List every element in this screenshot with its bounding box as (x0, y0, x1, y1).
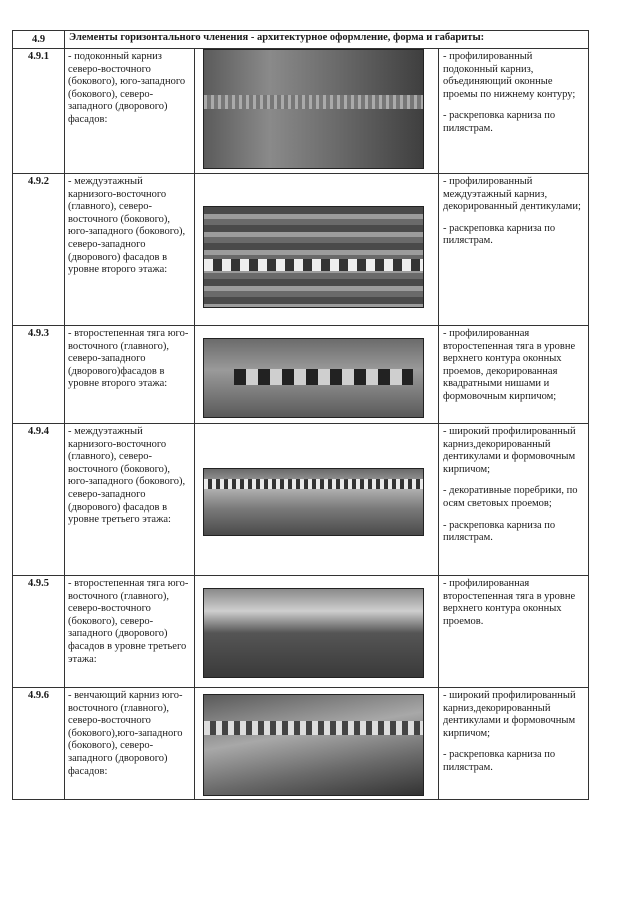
row-number: 4.9.5 (13, 576, 65, 688)
table-row (13, 424, 589, 576)
note: - профилированная второстепенная тяга в уровне верхнего контура оконных проемов, декорированная квадратными нишами и формовочным кирпичом; (443, 328, 576, 402)
facade-photo (203, 694, 424, 796)
row-notes (439, 576, 589, 688)
document-sheet (12, 30, 588, 800)
row-notes (439, 424, 589, 576)
row-description: - второстепенная тяга юго-восточного (главного), северо-восточного (бокового), северо-западного (дворового) фасадов в уровне третьего этажа: (65, 576, 195, 688)
note: - широкий профилированный карниз,декорированный дентикулами и формовочным кирпичом; (443, 426, 576, 475)
row-photo (195, 688, 439, 800)
section-number: 4.9 (13, 31, 65, 49)
note: - декоративные поребрики, по осям световых проемов; (443, 485, 578, 509)
row-photo (195, 576, 439, 688)
note: - широкий профилированный карниз,декорированный дентикулами и формовочным кирпичом; (443, 690, 576, 739)
note: - раскреповка карниза по пилястрам. (443, 110, 556, 134)
facade-photo (203, 49, 424, 169)
facade-photo (203, 206, 424, 308)
row-photo (195, 424, 439, 576)
table-row (13, 174, 589, 326)
note: - раскреповка карниза по пилястрам. (443, 749, 556, 773)
row-notes (439, 688, 589, 800)
facade-photo (203, 588, 424, 678)
row-description: - венчающий карниз юго-восточного (главного), северо-восточного (бокового),юго-западного (бокового), северо- западного (дворового) фасадов: (65, 688, 195, 800)
facade-photo (203, 468, 424, 536)
section-title: Элементы горизонтального членения - архитектурное оформление, форма и габариты: (65, 31, 589, 49)
row-number: 4.9.1 (13, 49, 65, 174)
note: - профилированная второстепенная тяга в уровне верхнего контура оконных проемов. (443, 578, 576, 627)
facade-elements-table (12, 30, 589, 800)
row-notes (439, 49, 589, 174)
note: - профилированный подоконный карниз, объединяющий оконные проемы по нижнему контуру; (443, 51, 576, 100)
note: - профилированный междуэтажный карниз, декорированный дентикулами; (443, 176, 581, 213)
row-description: - междуэтажный карнизого-восточного (главного), северо-восточного (бокового), юго-западного (бокового), северо-западного (дворового) фасадов в уровне второго этажа: (65, 174, 195, 326)
row-description: - подоконный карниз северо-восточного (бокового), юго-западного (бокового), северо-западного (дворового) фасадов: (65, 49, 195, 174)
table-row (13, 688, 589, 800)
row-description: - междуэтажный карнизого-восточного (главного), северо- восточного (бокового), юго-западного (бокового), северо-западного (дворового) фасадов в уровне третьего этажа: (65, 424, 195, 576)
row-number: 4.9.3 (13, 326, 65, 424)
note: - раскреповка карниза по пилястрам. (443, 519, 556, 544)
row-number: 4.9.4 (13, 424, 65, 576)
row-number: 4.9.6 (13, 688, 65, 800)
table-row (13, 49, 589, 174)
facade-photo (203, 338, 424, 418)
row-description: - второстепенная тяга юго-восточного (главного), северо-западного (дворового)фасадов в уровне второго этажа: (65, 326, 195, 424)
table-row (13, 576, 589, 688)
row-photo (195, 49, 439, 174)
row-photo (195, 174, 439, 326)
row-number: 4.9.2 (13, 174, 65, 326)
section-header-row (13, 31, 589, 49)
row-photo (195, 326, 439, 424)
row-notes (439, 174, 589, 326)
table-row (13, 326, 589, 424)
row-notes (439, 326, 589, 424)
note: - раскреповка карниза по пилястрам. (443, 222, 556, 247)
